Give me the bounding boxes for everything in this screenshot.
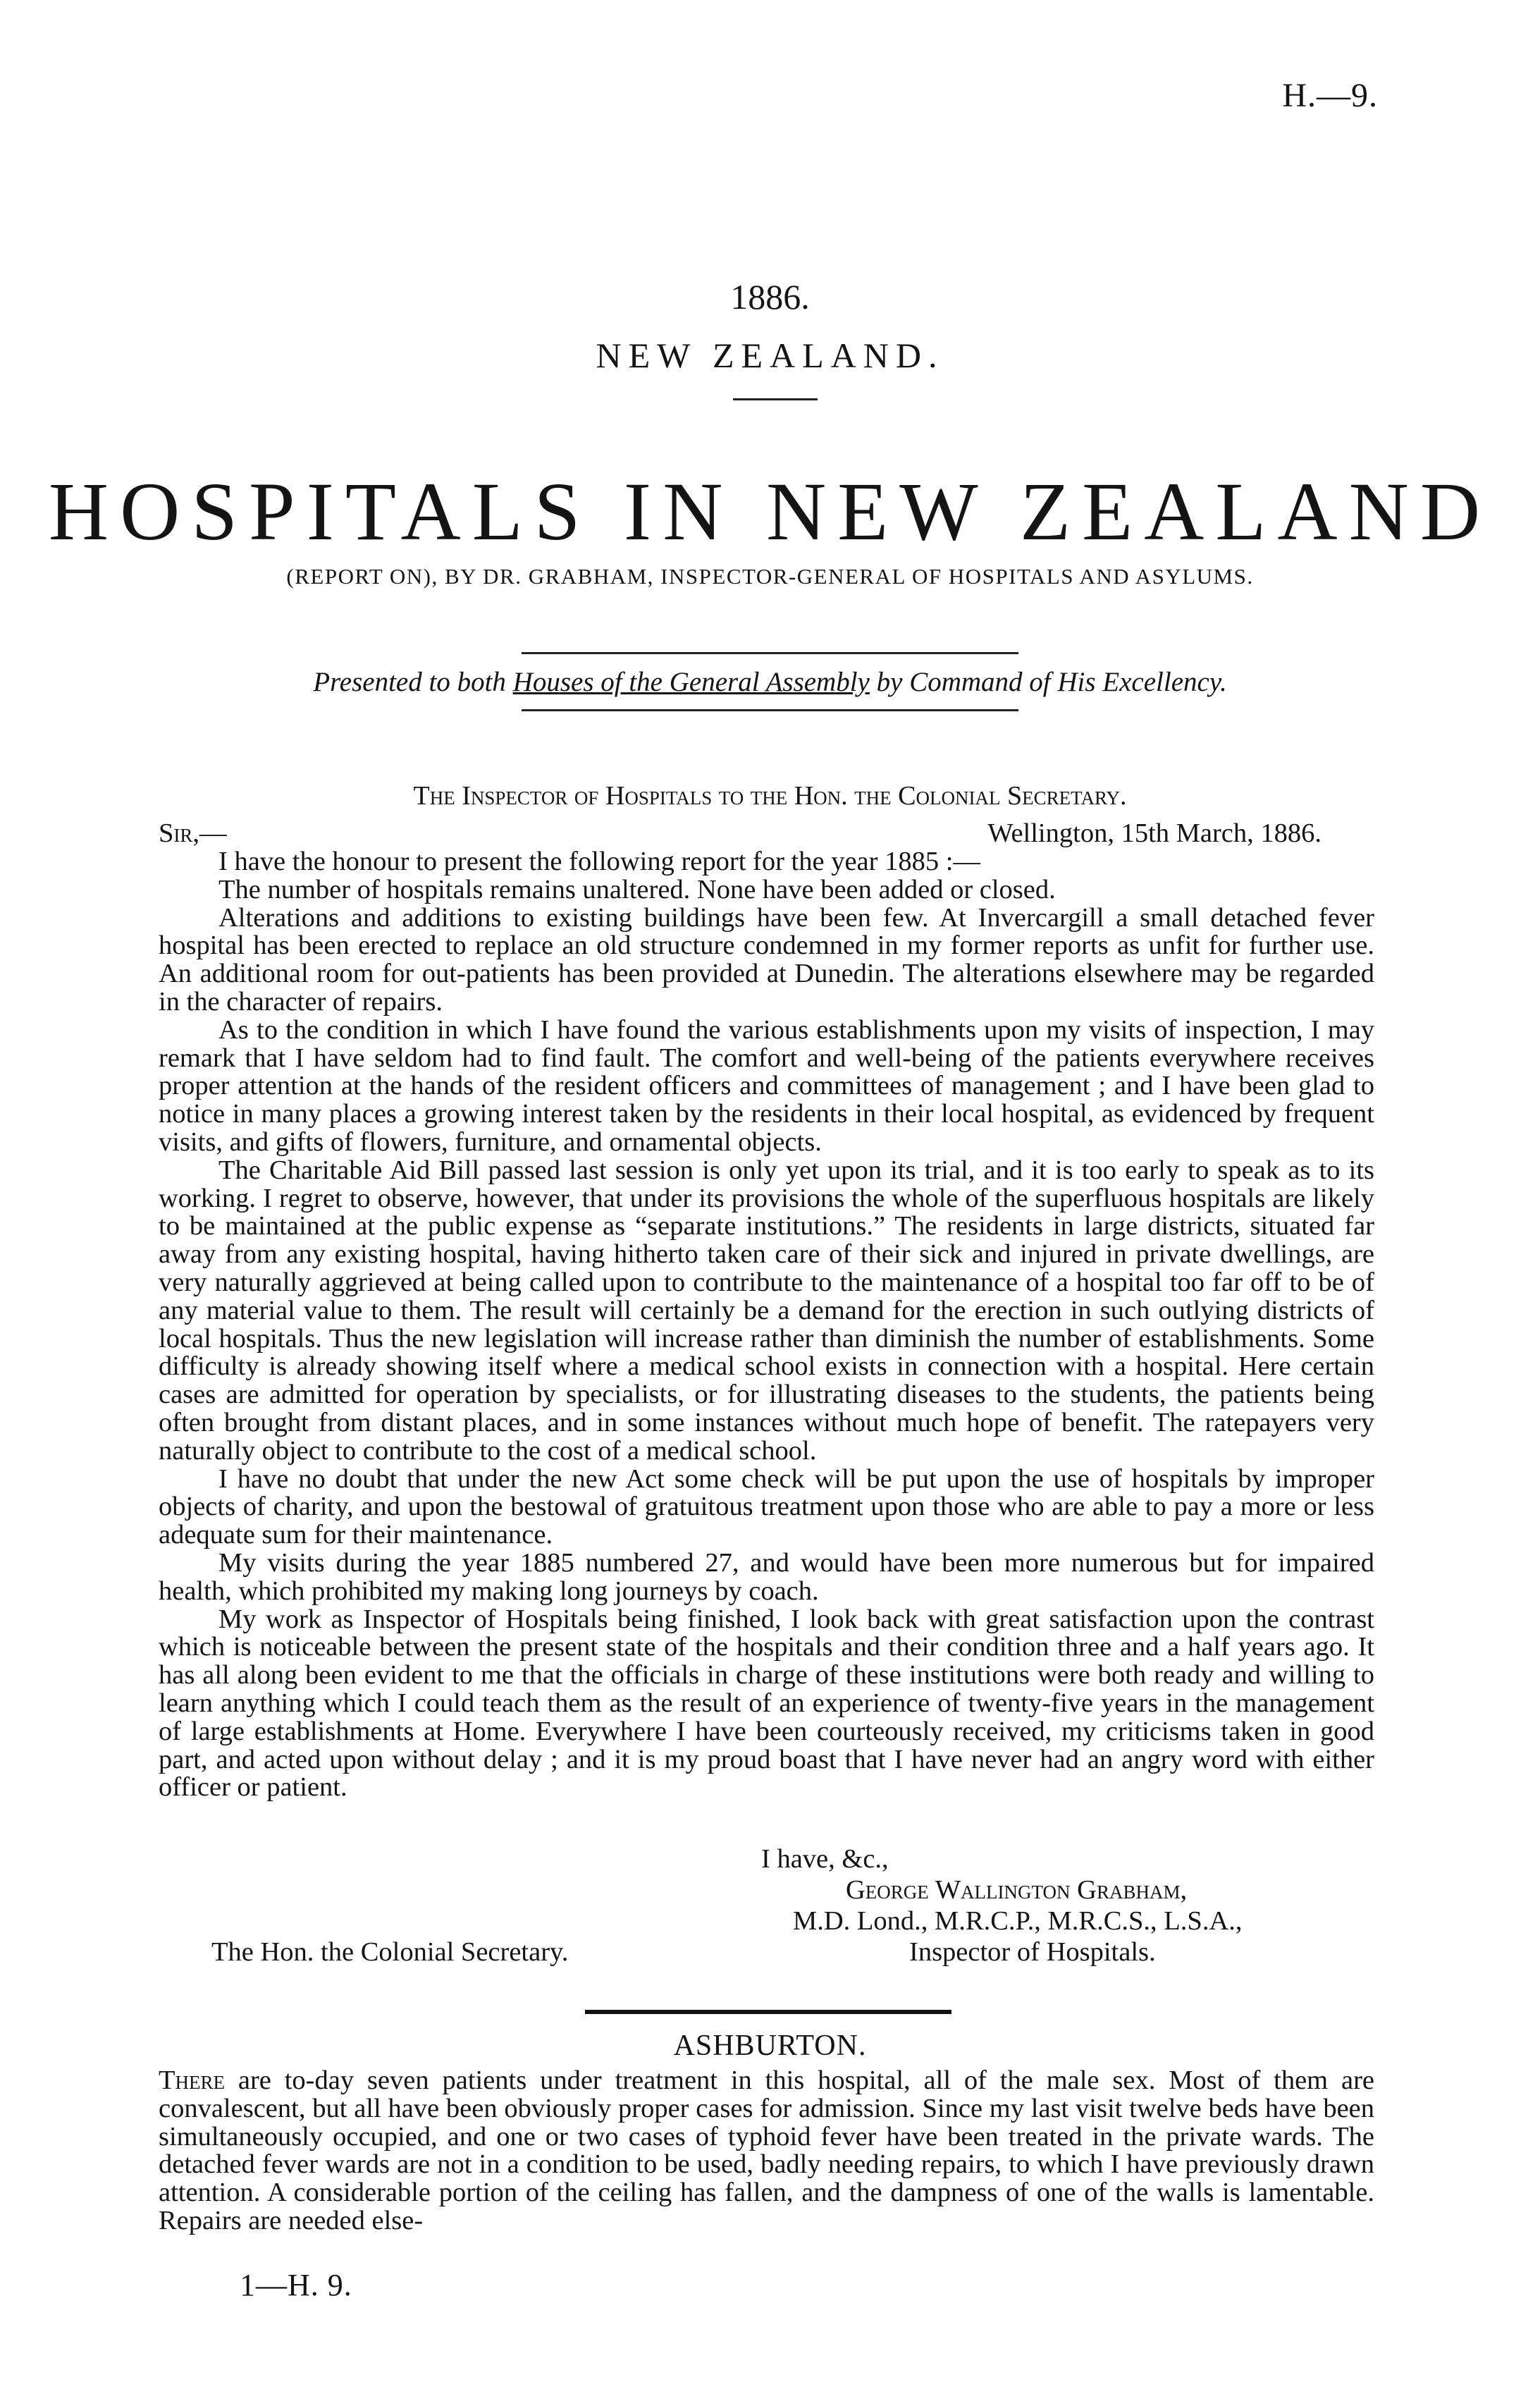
signature-name: George Wallington Grabham, [846,1875,1188,1905]
letter-paragraph: As to the condition in which I have found the various establishments upon my visits of inspection, I may remark that I have seldom had to find fault. The comfort and well-being of the patients everywhere receives proper attention at the hands of the resident officers and committees of management ; and I have been glad to notice in many places a growing interest taken by the residents in their local hospital, as evidenced by frequent visits, and gifts of flowers, furniture, and ornamental objects. [159,1014,1374,1157]
report-year: 1886. [730,277,810,317]
presented-part-e: of His Excellency. [1022,667,1227,697]
recipient: The Hon. the Colonial Secretary. [211,1937,569,1967]
country-heading: NEW ZEALAND. [596,336,944,375]
ashburton-first-word: There [159,2066,226,2095]
signature-mark: 1—H. 9. [240,2268,352,2302]
section-divider [585,2010,951,2014]
letter-paragraph: The number of hospitals remains unaltered. None have been added or closed. [218,874,1056,904]
closing: I have, &c., [761,1844,889,1874]
ashburton-paragraph [159,2067,1374,2235]
report-title: HOSPITALS IN NEW ZEALAND [48,465,1492,558]
presented-line [0,666,1540,698]
presented-part-c: by [869,667,910,697]
ashburton-heading: ASHBURTON. [673,2030,867,2062]
signature-title: Inspector of Hospitals. [909,1937,1156,1967]
signature-degrees: M.D. Lond., M.R.C.P., M.R.C.S., L.S.A., [793,1906,1243,1936]
letter-paragraph: Alterations and additions to existing buildings have been few. At Invercargill a small detached fever hospital has been erected to replace an old structure condemned in my former reports as unfit for further use. An additional room for out-patients has been provided at Dunedin. The alterations elsewhere may be regarded in the character of repairs. [159,902,1374,1017]
letter-paragraph: I have no doubt that under the new Act some check will be put upon the use of hospitals by improper objects of charity, and upon the bestowal of gratuitous treatment upon those who are able to pay a more or less adequate sum for their maintenance. [159,1463,1374,1550]
ashburton-body [159,2067,1374,2235]
letter-paragraph: My visits during the year 1885 numbered 27, and would have been more numerous but for impaired health, which prohibited my making long journeys by coach. [159,1547,1374,1606]
place-date: Wellington, 15th March, 1886. [987,818,1322,848]
presented-bottom-rule [522,709,1018,711]
page-reference: H.—9. [1282,77,1378,114]
report-subtitle: (REPORT ON), BY DR. GRABHAM, INSPECTOR-GENERAL OF HOSPITALS AND ASYLUMS. [286,564,1254,589]
letter-paragraph: I have the honour to present the following report for the year 1885 :— [218,847,980,876]
presented-top-rule [522,652,1018,654]
letter-paragraph: The Charitable Aid Bill passed last session is only yet upon its trial, and it is too early to speak as to its working. I regret to observe, however, that under its provisions the whole of the superfluous hospitals are likely to be maintained at the public expense as “separate institutions.” The residents in large districts, situated far away from any existing hospital, having hitherto taken care of their sick and injured in private dwellings, are very naturally aggrieved at being called upon to contribute to the maintenance of a hospital too far off to be of any material value to them. The result will certainly be a demand for the erection in such outlying districts of local hospitals. Thus the new legislation will increase rather than diminish the number of establishments. Some difficulty is already showing itself where a medical school exists in connection with a hospital. Here certain cases are admitted for operation by specialists, or for illustrating diseases to the students, the patients being often brought from distant places, and in some instances without much hope of benefit. The ratepayers very naturally object to contribute to the cost of a medical school. [159,1155,1374,1466]
salutation: Sir,— [159,818,227,848]
presented-part-d: Command [909,667,1023,697]
letter-paragraph: My work as Inspector of Hospitals being finished, I look back with great satisfaction upon the contrast which is noticeable between the present state of the hospitals and their condition three and a half years ago. It has all along been evident to me that the officials in charge of these institutions were both ready and willing to learn anything which I could teach them as the result of an experience of twenty-five years in the management of large establishments at Home. Everywhere I have been courteously received, my criticisms taken in good part, and acted upon without delay ; and it is my proud boast that I have never had an angry word with either officer or patient. [159,1604,1374,1803]
presented-part-b: Houses of the General Assembly [512,667,870,697]
short-divider [733,398,818,400]
presented-part-a: Presented to both [313,667,513,697]
letter-addressee: The Inspector of Hospitals to the Hon. the Colonial Secretary. [413,781,1127,811]
letter-body [159,848,1374,1802]
ashburton-text: are to-day seven patients under treatment in this hospital, all of the male sex. Most of them are convalescent, but all have been obviously proper cases for admission. Since my last visit twelve beds have been simultaneously occupied, and one or two cases of typhoid fever have been treated in the private wards. The detached fever wards are not in a condition to be used, badly needing repairs, to which I have previously drawn attention. A considerable portion of the ceiling has fallen, and the dampness of one of the walls is lamentable. Repairs are needed else- [159,2066,1374,2235]
